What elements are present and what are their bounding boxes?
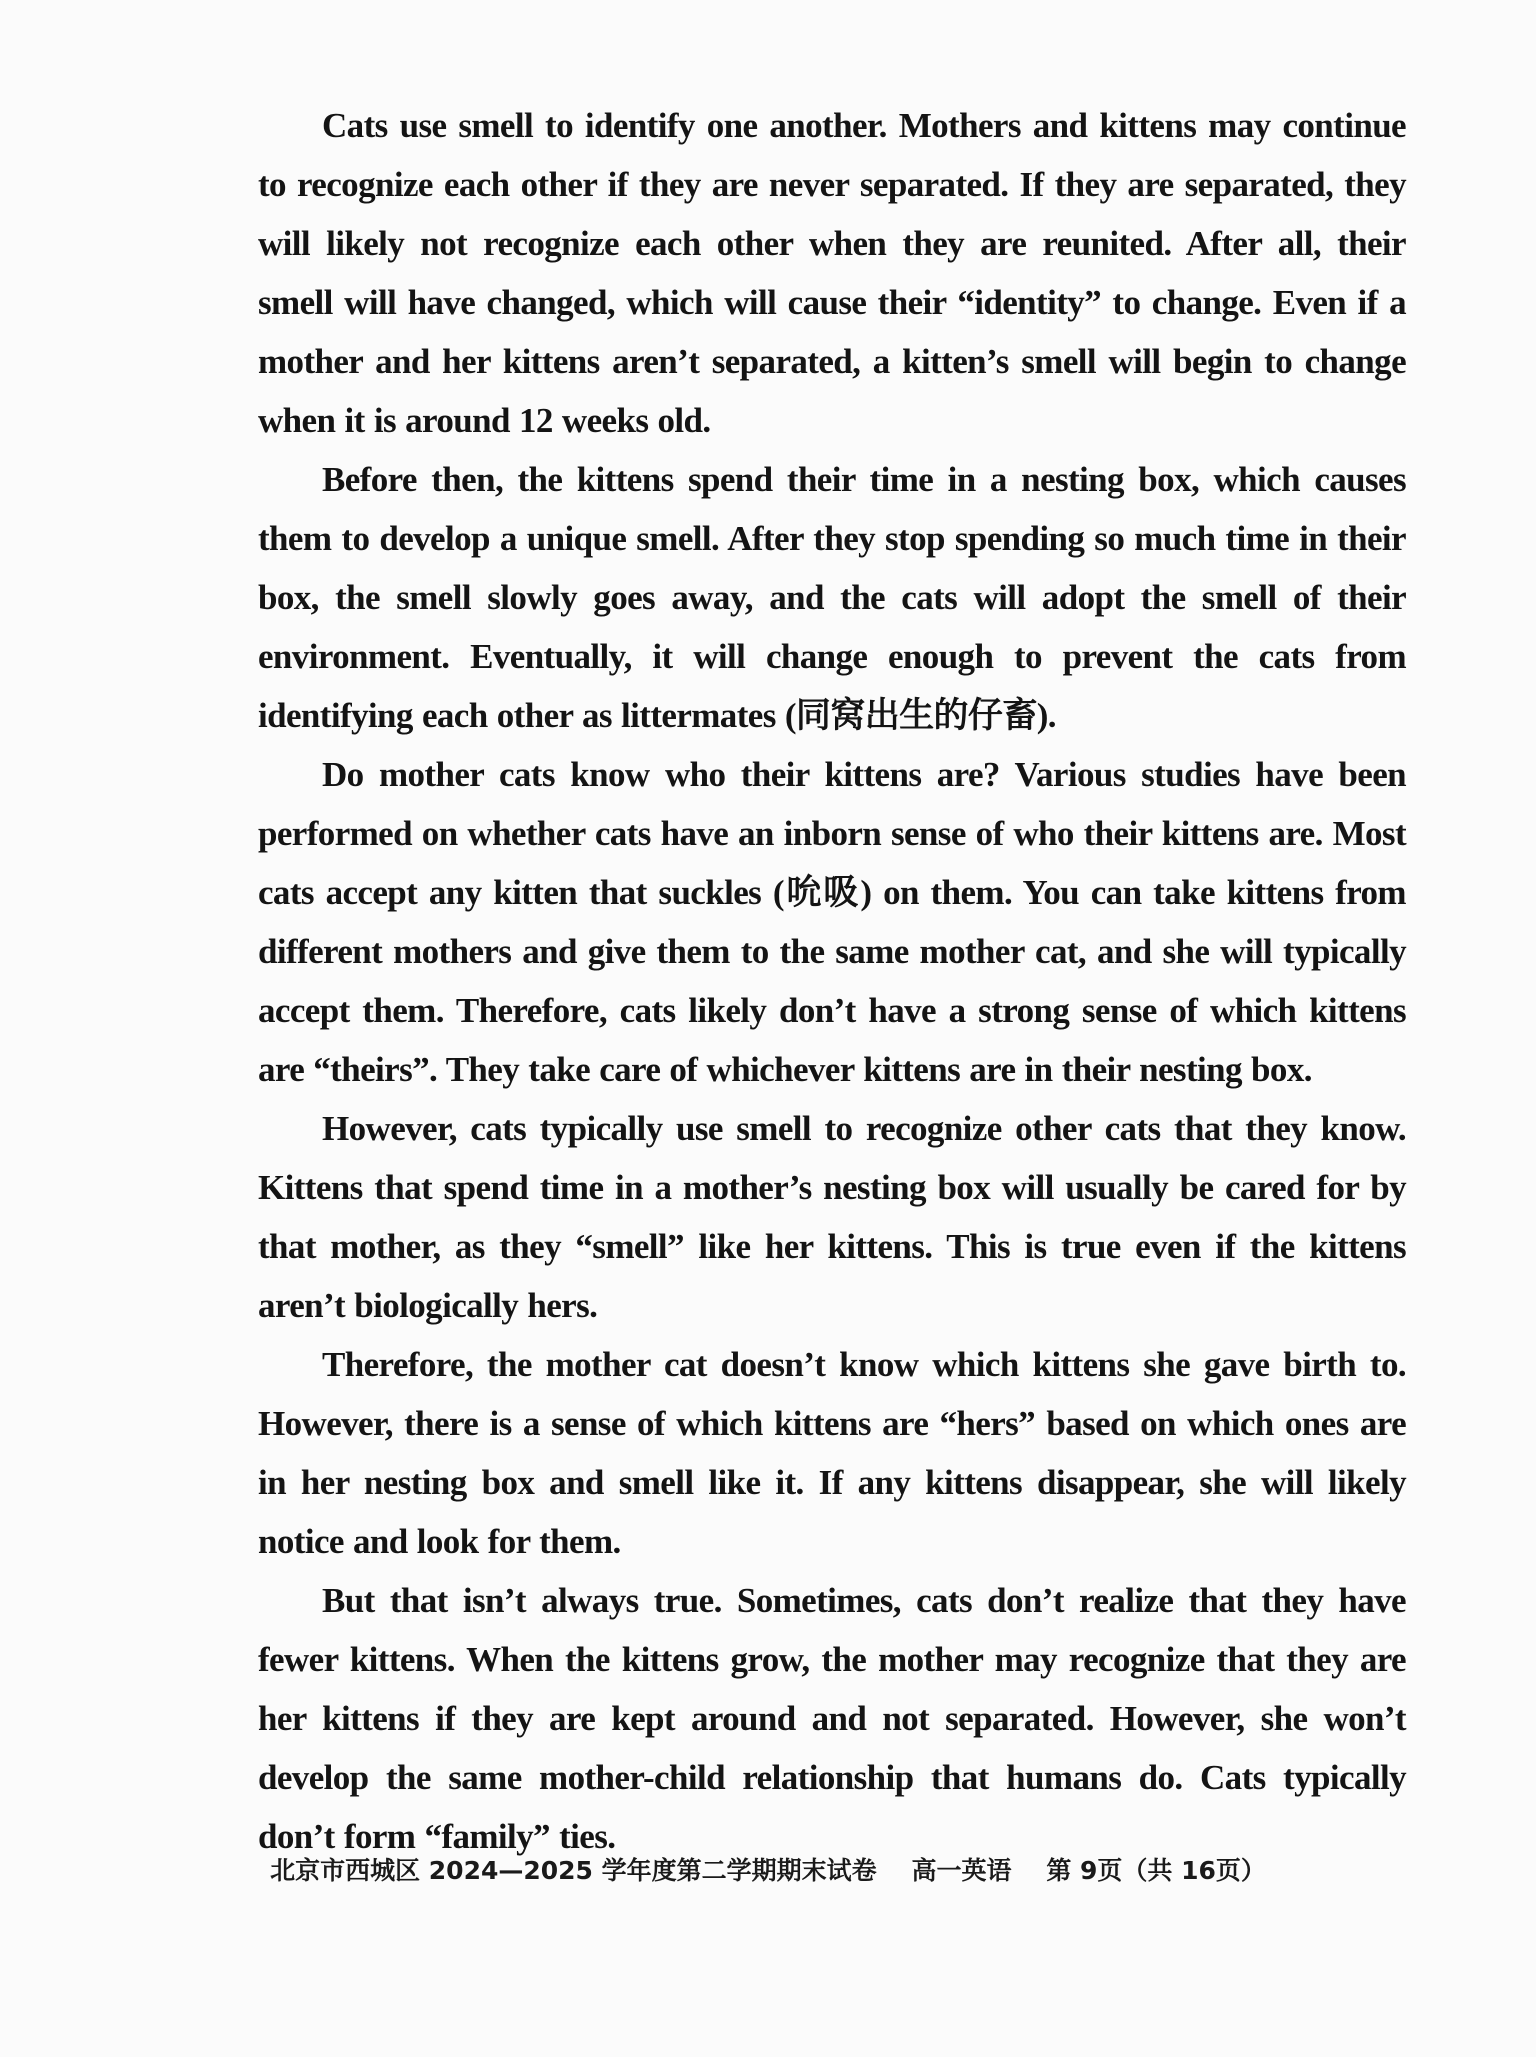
page-footer bbox=[0, 1851, 1536, 1887]
paragraph-5: Therefore, the mother cat doesn’t know which kittens she gave birth to. However, there is a sense of which kittens are “hers” based on which ones are in her nesting box and smell like it. If any kittens disappear, she will likely notice and look for them. bbox=[258, 1345, 1406, 1561]
paragraph-2: Before then, the kittens spend their time in a nesting box, which causes them to develop a unique smell. After they stop spending so much time in their box, the smell slowly goes away, and the cats will adopt the smell of their environment. Eventually, it will change enough to prevent the cats from identifying each other as littermates (同窝出生的仔畜). bbox=[258, 460, 1406, 735]
paragraph-3: Do mother cats know who their kittens are? Various studies have been performed on whether cats have an inborn sense of who their kittens are. Most cats accept any kitten that suckles (吮吸) on them. You can take kittens from different mothers and give them to the same mother cat, and she will typically accept them. Therefore, cats likely don’t have a strong sense of which kittens are “theirs”. They take care of whichever kittens are in their nesting box. bbox=[258, 755, 1406, 1089]
paragraph-6: But that isn’t always true. Sometimes, cats don’t realize that they have fewer kittens. When the kittens grow, the mother may recognize that they are her kittens if they are kept around and not separated. However, she won’t develop the same mother-child relationship that humans do. Cats typically don’t form “family” ties. bbox=[258, 1581, 1406, 1856]
footer-exam-title: 北京市西城区 2024—2025 学年度第二学期期末试卷 bbox=[270, 1856, 877, 1885]
footer-subject: 高一英语 bbox=[911, 1856, 1012, 1885]
paragraph-1: Cats use smell to identify one another. Mothers and kittens may continue to recognize each other if they are never separated. If they are separated, they will likely not recognize each other when they are reunited. After all, their smell will have changed, which will cause their “identity” to change. Even if a mother and her kittens aren’t separated, a kitten’s smell will begin to change when it is around 12 weeks old. bbox=[258, 106, 1406, 440]
reading-passage bbox=[258, 96, 1406, 1866]
paragraph-4: However, cats typically use smell to recognize other cats that they know. Kittens that spend time in a mother’s nesting box will usually be cared for by that mother, as they “smell” like her kittens. This is true even if the kittens aren’t biologically hers. bbox=[258, 1109, 1406, 1325]
footer-page-info: 第 9页（共 16页） bbox=[1046, 1856, 1266, 1885]
